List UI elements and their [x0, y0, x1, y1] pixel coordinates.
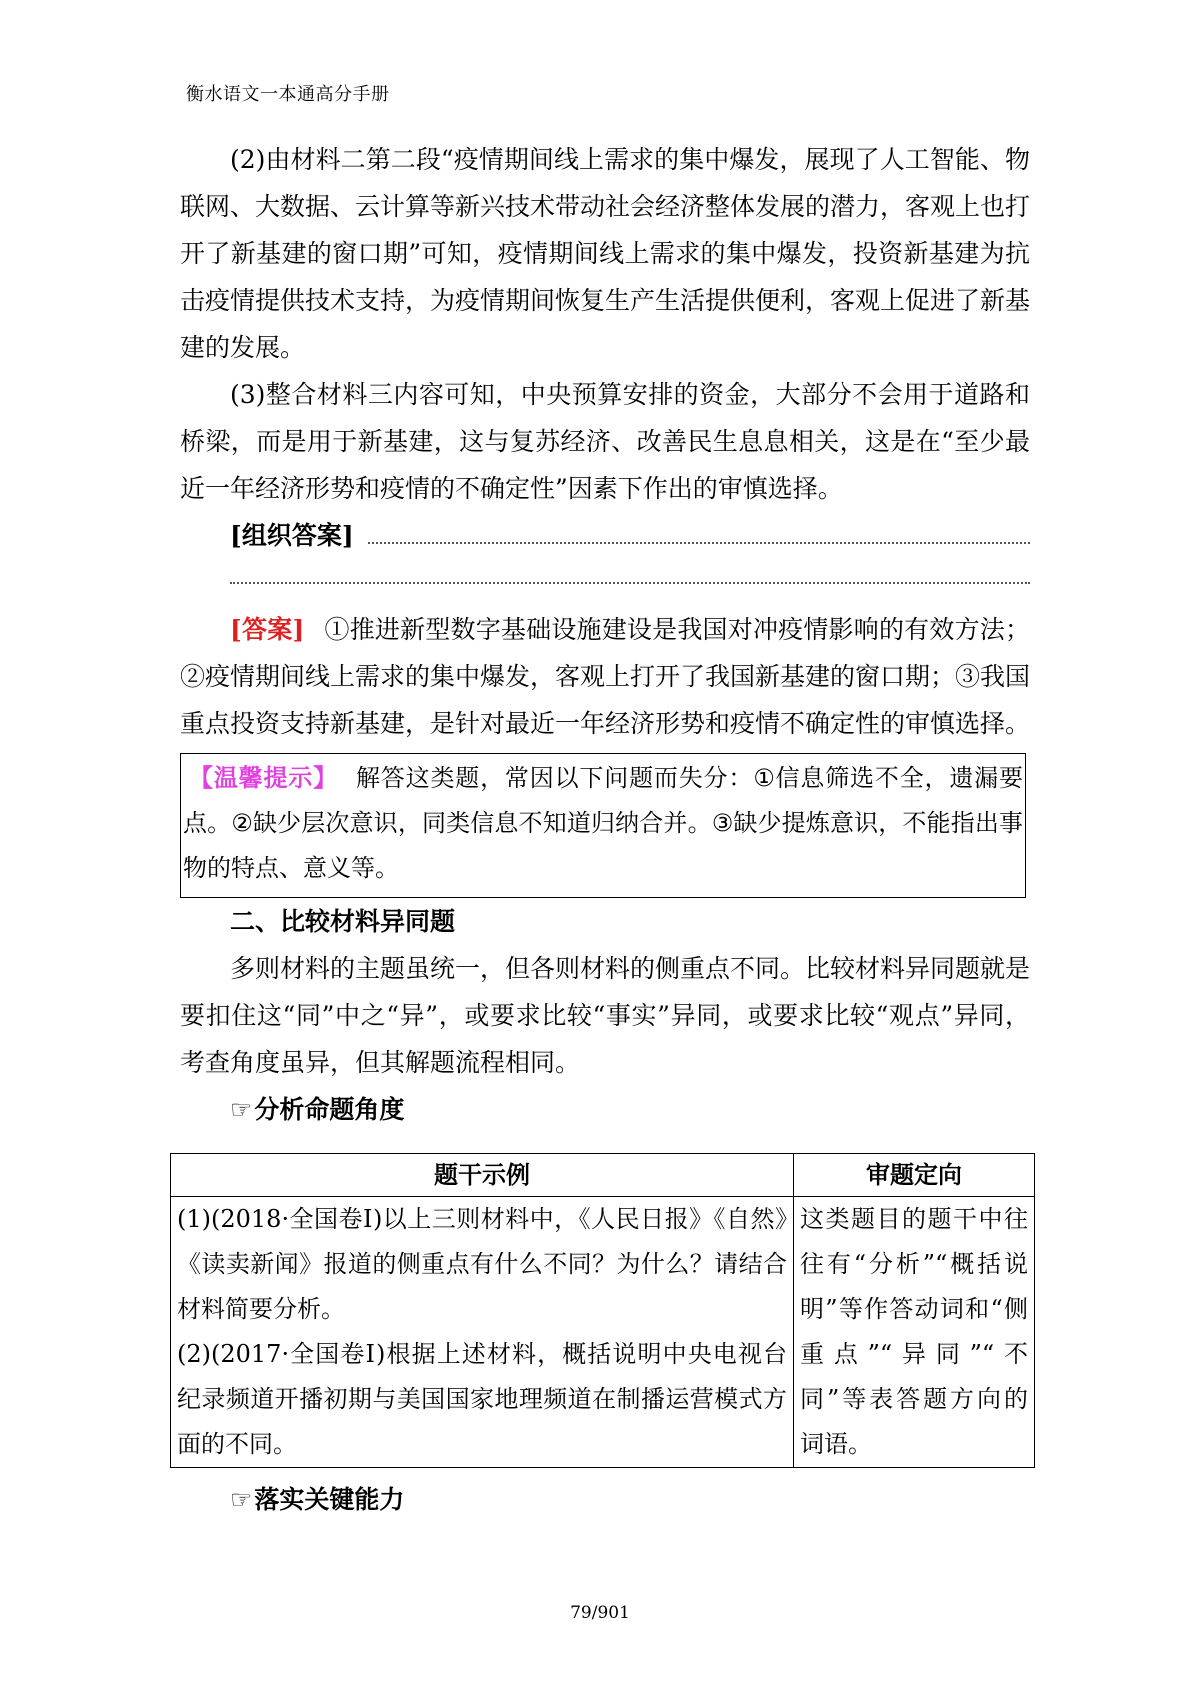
running-header: 衡水语文一本通高分手册 [186, 84, 390, 105]
table-cell-examples [171, 1197, 794, 1468]
analysis-paragraph-2: (2)由材料二第二段“疫情期间线上需求的集中爆发，展现了人工智能、物联网、大数据、云计算等新兴技术带动社会经济整体发展的潜力，客观上也打开了新基建的窗口期”可知，疫情期间线上需求的集中爆发，投资新基建为抗击疫情提供技术支持，为疫情期间恢复生产生活提供便利，客观上促进了新基建的发展。 [180, 145, 1031, 362]
page-content [177, 136, 1031, 1523]
example-1: (1)(2018·全国卷Ⅰ)以上三则材料中，《人民日报》《自然》《读卖新闻》报道的侧重点有什么不同？为什么？请结合材料简要分析。 [177, 1205, 787, 1323]
analysis-paragraph-3: (3)整合材料三内容可知，中央预算安排的资金，大部分不会用于道路和桥梁，而是用于新基建，这与复苏经济、改善民生息息相关，这是在“至少最近一年经济形势和疫情的不确定性”因素下作出的审慎选择。 [180, 380, 1030, 503]
subheading-analysis-text: 分析命题角度 [254, 1095, 405, 1124]
example-2: (2)(2017·全国卷Ⅰ)根据上述材料，概括说明中央电视台纪录频道开播初期与美国国家地理频道在制播运营模式方面的不同。 [177, 1340, 787, 1458]
table-cell-direction: 这类题目的题干中往往有“分析”“概括说明”等作答动词和“侧重点”“异同”“不同”等表答题方向的词语。 [794, 1197, 1035, 1468]
dotted-blank-line [368, 542, 1030, 544]
organize-answer-line-2 [180, 559, 1030, 606]
section-title: 二、比较材料异同题 [230, 907, 456, 936]
subheading-analysis [180, 1086, 1030, 1133]
table-header-examples: 题干示例 [171, 1154, 794, 1197]
tip-paragraph [183, 756, 1023, 891]
dotted-blank-line [230, 582, 1030, 584]
subheading-ability-text: 落实关键能力 [254, 1485, 405, 1514]
tip-box [180, 753, 1026, 898]
section-intro: 多则材料的主题虽统一，但各则材料的侧重点不同。比较材料异同题就是要扣住这“同”中之“异”，或要求比较“事实”异同，或要求比较“观点”异同，考查角度虽异，但其解题流程相同。 [180, 954, 1031, 1077]
question-table [170, 1153, 1035, 1468]
organize-answer-label: [组织答案] [230, 521, 354, 550]
pointing-hand-icon: ☞ [230, 1095, 253, 1124]
organize-answer-line [180, 512, 1030, 559]
page-number: 79/901 [570, 1603, 630, 1623]
subheading-ability [180, 1476, 1030, 1523]
tip-label: 【温馨提示】 [189, 764, 338, 792]
answer-text: ①推进新型数字基础设施建设是我国对冲疫情影响的有效方法；②疫情期间线上需求的集中爆发，客观上打开了我国新基建的窗口期；③我国重点投资支持新基建，是针对最近一年经济形势和疫情不确定性的审慎选择。 [180, 615, 1031, 738]
answer-paragraph [180, 606, 1030, 747]
tip-text: 解答这类题，常因以下问题而失分：①信息筛选不全，遗漏要点。②缺少层次意识，同类信息不知道归纳合并。③缺少提炼意识，不能指出事物的特点、意义等。 [183, 764, 1024, 882]
pointing-hand-icon: ☞ [230, 1485, 253, 1514]
table-header-direction: 审题定向 [794, 1154, 1035, 1197]
answer-label: [答案] [230, 615, 305, 644]
